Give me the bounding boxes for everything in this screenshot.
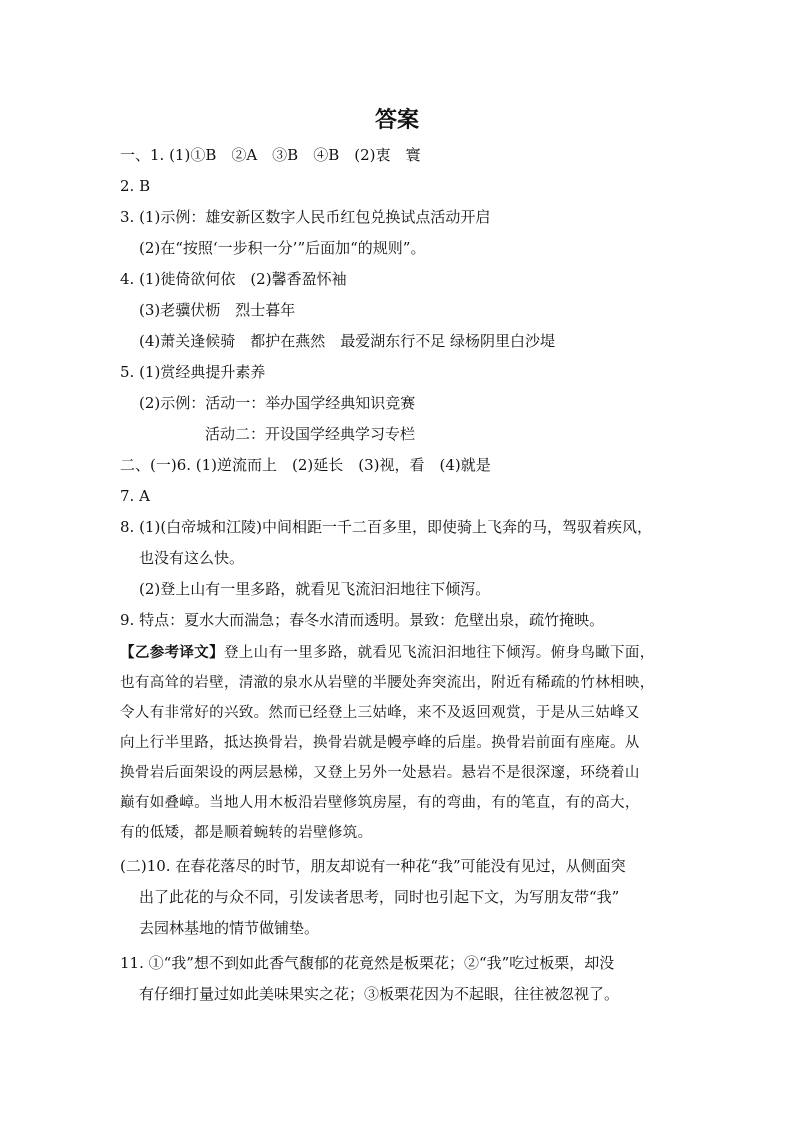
page-title: 答案 bbox=[374, 108, 419, 133]
answer-line-3-2: (2)在“按照‘一步积一分’”后面加“的规则”。 bbox=[139, 239, 426, 257]
answer-line-8-cont: 也没有这么快。 bbox=[139, 549, 245, 567]
translation-line-6: 巅有如叠嶂。当地人用木板沿岩壁修筑房屋，有的弯曲，有的笔直，有的高大， bbox=[120, 795, 640, 811]
answer-line-10-cont2: 去园林基地的情节做铺垫。 bbox=[139, 919, 320, 937]
translation-line-4: 向上行半里路，抵达换骨岩，换骨岩就是幔亭峰的后崖。换骨岩前面有座庵。从 bbox=[120, 735, 640, 751]
translation-line-1 bbox=[120, 643, 655, 663]
answer-line-4-3: (3)老骥伏枥 烈士暮年 bbox=[139, 301, 296, 319]
answer-line-5-2: (2)示例：活动一：举办国学经典知识竞赛 bbox=[139, 394, 416, 412]
translation-line-5: 换骨岩后面架设的两层悬梯，又登上另外一处悬岩。悬岩不是很深邃，环绕着山 bbox=[120, 765, 640, 781]
answer-line-10-cont1: 出了此花的与众不同，引发读者思考，同时也引起下文，为写朋友带“我” bbox=[139, 888, 620, 906]
translation-line-2: 也有高耸的岩壁，清澈的泉水从岩壁的半腰处奔突流出，附近有稀疏的竹林相映， bbox=[120, 675, 655, 691]
answer-line-10: (二)10. 在春花落尽的时节，朋友却说有一种花“我”可能没有见过，从侧面突 bbox=[120, 857, 626, 875]
translation-text-1: 登上山有一里多路，就看见飞流汩汩地往下倾泻。俯身鸟瞰下面， bbox=[223, 645, 655, 661]
translation-line-7: 有的低矮，都是顺着蜿转的岩壁修筑。 bbox=[120, 825, 373, 841]
answer-line-6: 二、(一)6. (1)逆流而上 (2)延长 (3)视，看 (4)就是 bbox=[120, 456, 491, 474]
answer-line-5-2b: 活动二：开设国学经典学习专栏 bbox=[205, 425, 416, 443]
answer-line-9: 9. 特点：夏水大而湍急；春冬水清而透明。景致：危壁出泉，疏竹掩映。 bbox=[120, 611, 605, 629]
answer-line-4-4: (4)萧关逢候骑 都护在燕然 最爱湖东行不足 绿杨阴里白沙堤 bbox=[139, 332, 556, 350]
answer-line-3: 3. (1)示例：雄安新区数字人民币红包兑换试点活动开启 bbox=[120, 208, 491, 226]
answer-line-8-2: (2)登上山有一里多路，就看见飞流汩汩地往下倾泻。 bbox=[139, 580, 491, 598]
answer-line-1: 一、1. (1)①B ②A ③B ④B (2)衷 寰 bbox=[120, 146, 421, 164]
answer-line-8: 8. (1)(白帝城和江陵)中间相距一千二百多里，即使骑上飞奔的马，驾驭着疾风， bbox=[120, 518, 653, 536]
answer-line-11-cont: 有仔细打量过如此美味果实之花；③板栗花因为不起眼，往往被忽视了。 bbox=[139, 985, 620, 1003]
translation-line-3: 令人有非常好的兴致。然而已经登上三姑峰，来不及返回观赏，于是从三姑峰又 bbox=[120, 705, 640, 721]
answer-line-2: 2. B bbox=[120, 177, 151, 195]
answer-line-11: 11. ①“我”想不到如此香气馥郁的花竟然是板栗花；②“我”吃过板栗，却没 bbox=[120, 954, 615, 972]
answer-line-4: 4. (1)徙倚欲何依 (2)馨香盈怀袖 bbox=[120, 270, 347, 288]
answer-line-5: 5. (1)赏经典提升素养 bbox=[120, 363, 266, 381]
answer-line-7: 7. A bbox=[120, 487, 150, 505]
translation-label: 【乙参考译文】 bbox=[120, 644, 224, 661]
